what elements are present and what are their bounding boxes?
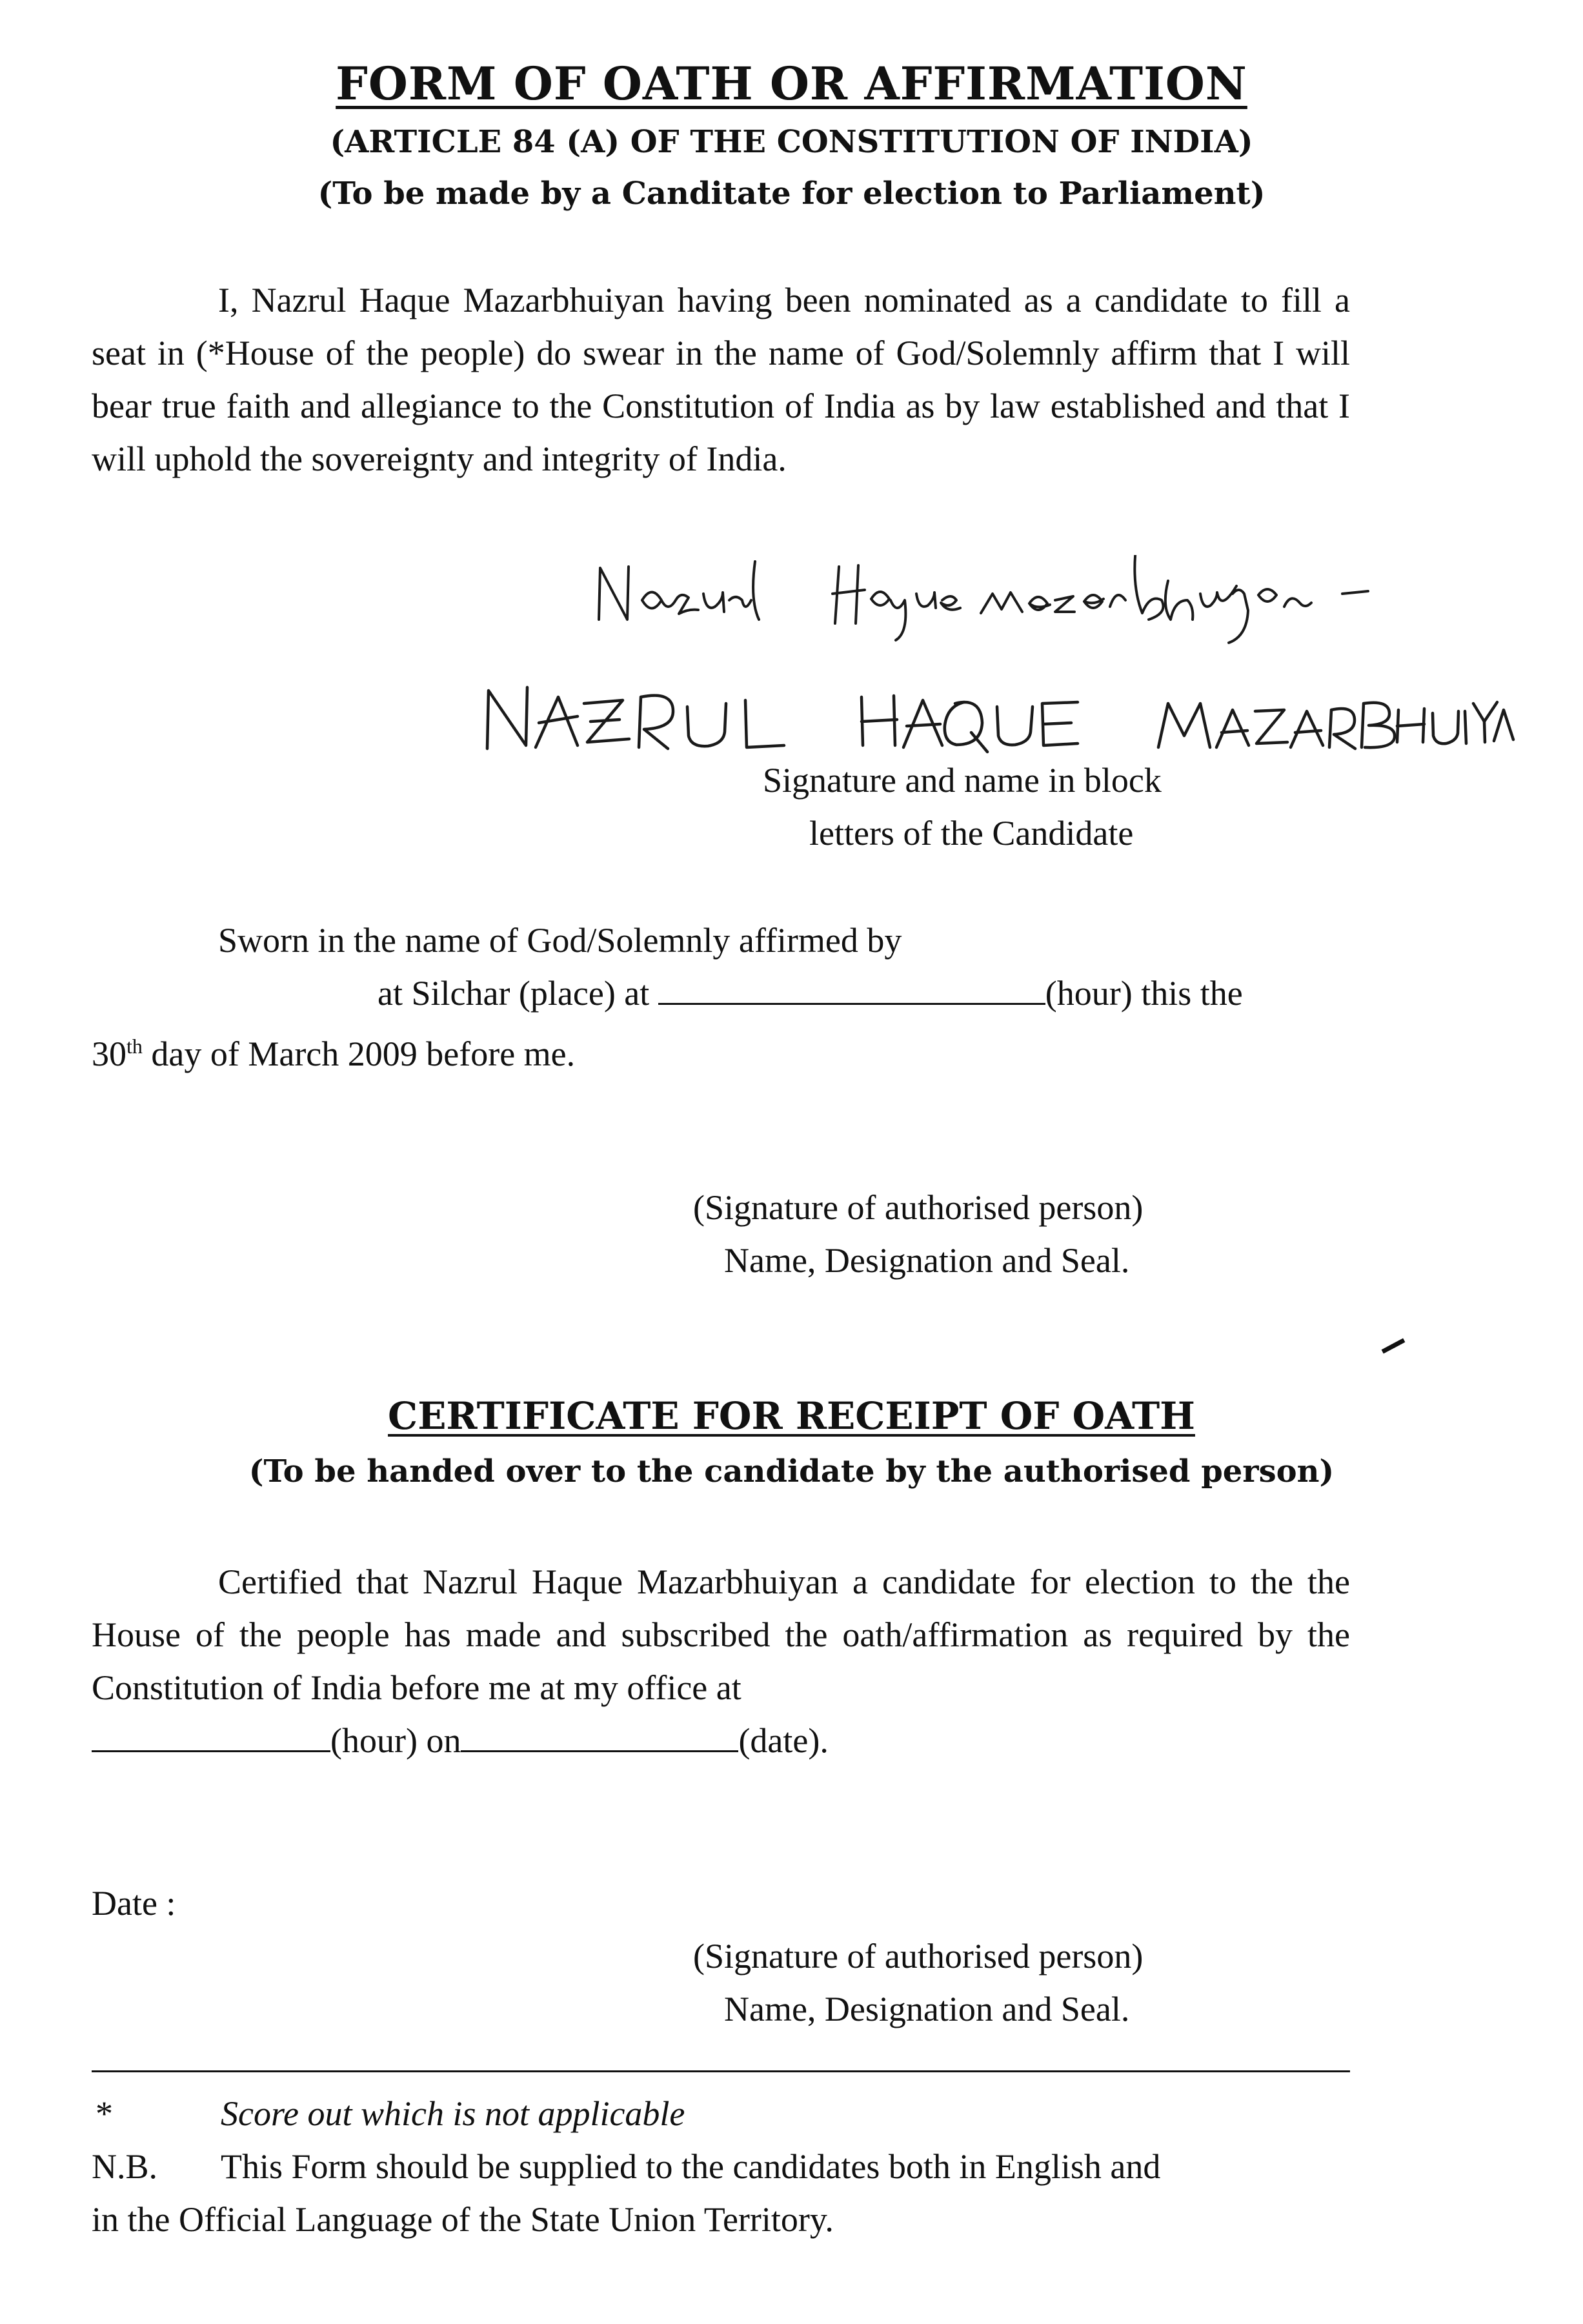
footer-divider: [92, 2070, 1350, 2072]
article-reference: (ARTICLE 84 (A) OF THE CONSTITUTION OF INDIA): [330, 124, 1253, 160]
signature-caption-line1: Signature and name in block: [763, 761, 1162, 800]
certificate-hour-date-line: (hour) on (date).: [92, 1714, 829, 1767]
sworn-line-2: at Silchar (place) at (hour) this the: [378, 967, 1243, 1020]
footnote-star: *: [96, 2094, 113, 2133]
certificate-note: (To be handed over to the candidate by the authorised person): [248, 1453, 1335, 1490]
sworn-line-3: 30th day of March 2009 before me.: [92, 1035, 576, 1073]
nb-line-2: in the Official Language of the State Union Territory.: [92, 2200, 834, 2239]
nb-line-1: This Form should be supplied to the candidates both in English and: [221, 2147, 1161, 2186]
certificate-authorised-name-designation: Name, Designation and Seal.: [724, 1990, 1130, 2028]
footnote-score-out: Score out which is not applicable: [221, 2094, 685, 2133]
oath-paragraph: I, Nazrul Haque Mazarbhuiyan having been nominated as a candidate to fill a seat in (*House of the people) do swear in the name of God/Solemnly affirm that I will bear true faith and allegiance to the Constitution of India as by law established and that I will uphold the sovereignty and integrity of India.: [92, 281, 1350, 478]
certificate-date-blank: [461, 1718, 738, 1752]
sworn-line-1: Sworn in the name of God/Solemnly affirmed by: [218, 921, 902, 960]
certificate-title: CERTIFICATE FOR RECEIPT OF OATH: [388, 1394, 1195, 1438]
certificate-hour-blank: [92, 1718, 330, 1752]
hour-blank: [658, 971, 1045, 1005]
date-field-label: Date :: [92, 1884, 176, 1923]
authorised-signature-label: (Signature of authorised person): [693, 1188, 1144, 1227]
pen-mark: [1382, 1338, 1406, 1353]
form-title: FORM OF OATH OR AFFIRMATION: [336, 57, 1247, 110]
certificate-authorised-signature-label: (Signature of authorised person): [693, 1937, 1144, 1975]
authorised-name-designation: Name, Designation and Seal.: [724, 1241, 1130, 1280]
candidate-name-block-letters: [474, 671, 1520, 762]
form-note: (To be made by a Canditate for election to Parliament): [318, 176, 1265, 212]
nb-label: N.B.: [92, 2147, 158, 2186]
signature-caption-line2: letters of the Candidate: [809, 814, 1134, 853]
certificate-paragraph: Certified that Nazrul Haque Mazarbhuiyan a candidate for election to the the House of the people has made and subscribed the oath/affirmation as required by the Constitution of India before me at my office at: [92, 1562, 1350, 1707]
